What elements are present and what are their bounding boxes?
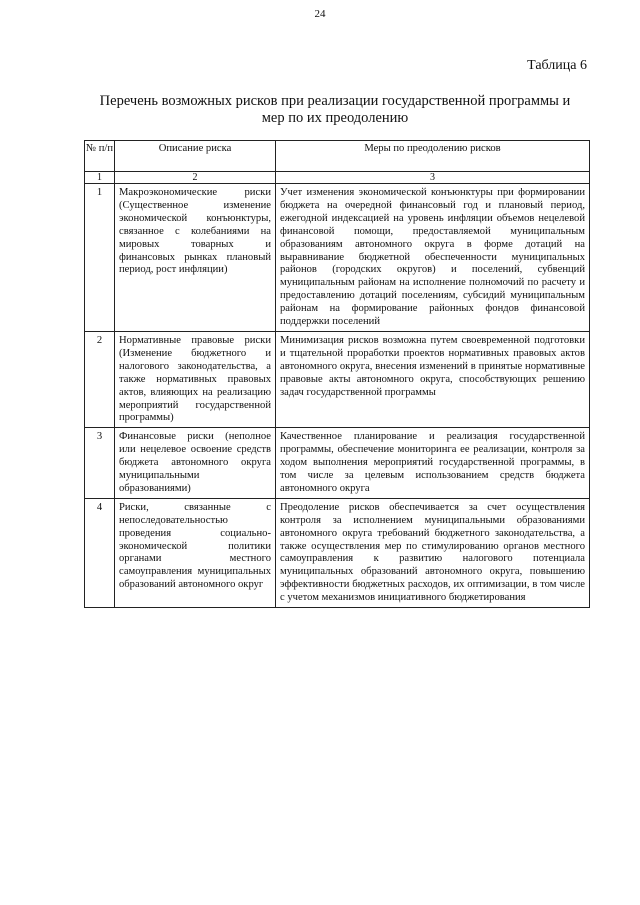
risk-description: Нормативные правовые риски (Изменение бюджетного и налогового законодательства, а также нормативных правовых актов, влияющих на реализацию мероприятий государственной программы) — [115, 331, 276, 427]
table-row — [85, 498, 590, 607]
column-index-row — [85, 172, 590, 184]
document-title — [80, 93, 590, 127]
risks-table — [84, 140, 590, 608]
header-measures: Меры по преодолению рисков — [276, 141, 590, 172]
row-number: 1 — [85, 184, 115, 332]
column-index: 3 — [276, 172, 590, 184]
header-number: № п/п — [85, 141, 115, 172]
column-index: 1 — [85, 172, 115, 184]
risk-description: Финансовые риски (неполное или нецелевое освоение средств бюджета автономного округа муниципальными образованиями) — [115, 428, 276, 499]
row-number: 3 — [85, 428, 115, 499]
page-number: 24 — [314, 8, 326, 20]
table-row — [85, 184, 590, 332]
risk-description: Риски, связанные с непоследовательностью проведения социально-экономической политики органами местного самоуправления муниципальных образований автономного округ — [115, 498, 276, 607]
row-number: 2 — [85, 331, 115, 427]
table-label: Таблица 6 — [527, 58, 587, 73]
risk-measures: Качественное планирование и реализация государственной программы, обеспечение мониторинга ее реализации, контроля за ходом выполнения мероприятий государственной программы, в том числе за целевым использованием средств бюджета автономного округа — [276, 428, 590, 499]
table-row — [85, 331, 590, 427]
table-header-row — [85, 141, 590, 172]
title-line: Перечень возможных рисков при реализации государственной программы и — [99, 93, 571, 109]
risk-measures: Преодоление рисков обеспечивается за счет осуществления контроля за исполнением муниципальными образованиями автономного округа требований бюджетного законодательства, а также осуществления мер по стимулированию органов местного самоуправления к развитию налогового потенциала муниципальных образований автономного округа, повышению эффективности бюджетных расходов, их оптимизации, в том числе с учетом механизмов инициативного бюджетирования — [276, 498, 590, 607]
title-line: мер по их преодолению — [261, 110, 409, 126]
risk-description: Макроэкономические риски (Существенное изменение экономической конъюнктуры, связанное с колебаниями на мировых товарных и финансовых рынках плановый период, рост инфляции) — [115, 184, 276, 332]
table-row — [85, 428, 590, 499]
header-description: Описание риска — [115, 141, 276, 172]
column-index: 2 — [115, 172, 276, 184]
risk-measures: Минимизация рисков возможна путем своевременной подготовки и тщательной проработки проектов нормативных правовых актов автономного округа, внесения изменений в принятые нормативные правовые акты автономного округа, способствующих решению задач государственной программы — [276, 331, 590, 427]
risk-measures: Учет изменения экономической конъюнктуры при формировании бюджета на очередной финансовый год и плановый период, ежегодной индексацией на уровень инфляции объемов нецелевой финансовой помощи, предоставляемой муниципальным образованиям автономного округа в форме дотаций на выравнивание бюджетной обеспеченности муниципальных районов (городских округов) и поселений, субвенций муниципальным районам на исполнение полномочий по расчету и предоставлению дотаций поселениям, субсидий муниципальным районам на формирование районных фондов финансовой поддержки поселений — [276, 184, 590, 332]
row-number: 4 — [85, 498, 115, 607]
